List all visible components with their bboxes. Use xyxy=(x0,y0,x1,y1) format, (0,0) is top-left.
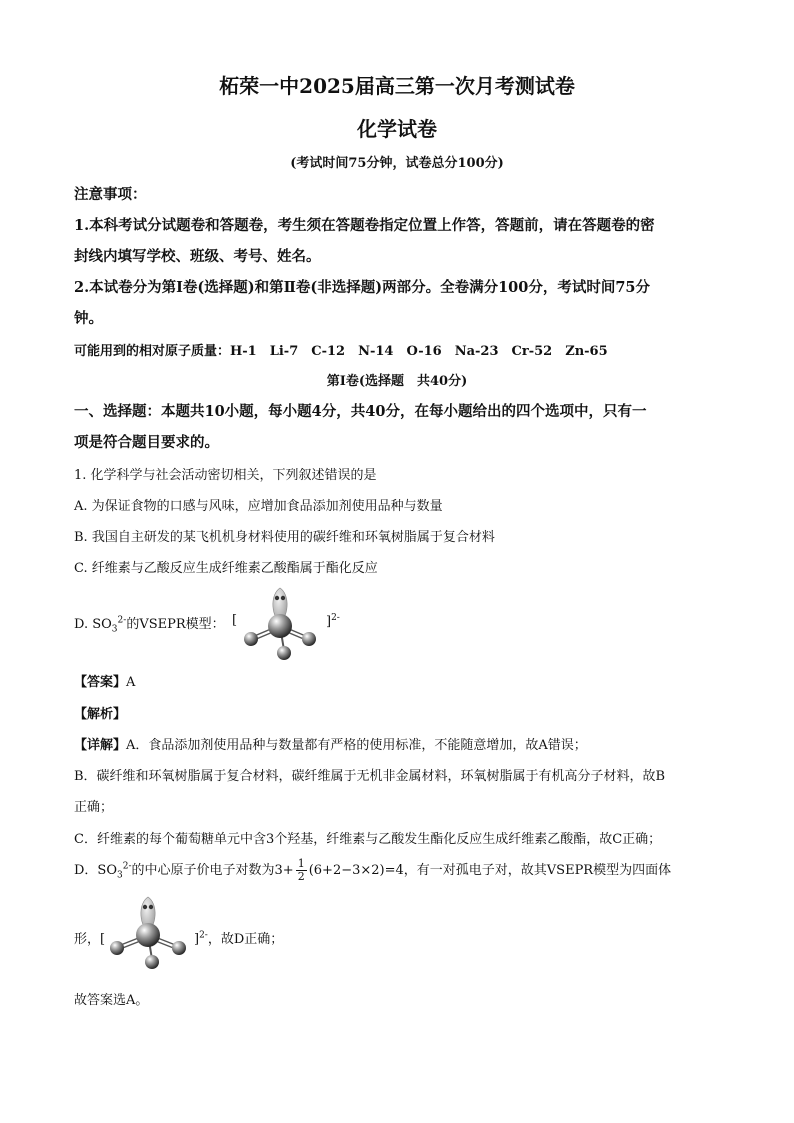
answer-label: 【答案】 xyxy=(74,675,127,690)
fraction-numerator: 1 xyxy=(297,857,305,870)
oxygen-atom xyxy=(277,646,291,660)
question-1-option-b: B. 我国自主研发的某飞机机身材料使用的碳纤维和环氧树脂属于复合材料 xyxy=(74,530,495,545)
option-d-text: 的VSEPR模型： xyxy=(126,617,225,632)
detail-a xyxy=(74,734,587,753)
detail-d-line-2-text: ，故D正确； xyxy=(207,932,284,947)
question-1-stem: 1. 化学科学与社会活动密切相关，下列叙述错误的是 xyxy=(74,468,377,483)
formula-fraction xyxy=(296,858,307,883)
oxygen-atom xyxy=(145,955,159,969)
bracket-close: ] xyxy=(194,932,200,947)
oxygen-atom xyxy=(172,941,186,955)
oxygen-atom xyxy=(244,632,258,646)
central-atom xyxy=(268,614,292,638)
detail-d-prefix: D．SO xyxy=(74,863,117,878)
detail-a-text: A．食品添加剂使用品种与数量都有严格的使用标准，不能随意增加，故A错误； xyxy=(126,738,587,753)
part1-heading: 第Ⅰ卷(选择题 共40分) xyxy=(326,374,468,389)
valence-pair-formula xyxy=(275,858,404,883)
notes-item-2-line-2: 钟。 xyxy=(74,310,103,327)
detail-d-mid: 的中心原子价电子对数为 xyxy=(131,863,275,878)
sulfite-vsepr-model-image xyxy=(240,584,324,664)
option-d-bracket-open: [ xyxy=(232,613,238,628)
oxygen-atom xyxy=(302,632,316,646)
exam-meta: (考试时间75分钟，试卷总分100分) xyxy=(290,156,504,171)
question-1-option-d xyxy=(74,613,225,635)
notes-heading: 注意事项： xyxy=(74,186,147,203)
part1-instructions-line-1: 一、选择题：本题共10小题，每小题4分，共40分，在每小题给出的四个选项中，只有一 xyxy=(74,403,647,420)
bracket-charge: 2- xyxy=(199,930,208,941)
lone-pair-electron xyxy=(143,905,147,909)
detail-d-line-2-prefix: 形，[ xyxy=(74,932,106,947)
answer-conclusion: 故答案选A。 xyxy=(74,993,149,1008)
oxygen-atom xyxy=(110,941,124,955)
option-d-bracket-close xyxy=(326,613,340,629)
sulfite-vsepr-model-image-2 xyxy=(104,893,192,973)
notes-item-2-line-1: 2.本试卷分为第Ⅰ卷(选择题)和第Ⅱ卷(非选择题)两部分。全卷满分100分，考试时间75分 xyxy=(74,279,651,296)
detail-d-rest: ，有一对孤电子对，故其VSEPR模型为四面体 xyxy=(403,863,672,878)
detail-b-line-1: B．碳纤维和环氧树脂属于复合材料，碳纤维属于无机非金属材料，环氧树脂属于有机高分子材料，故B xyxy=(74,769,666,784)
notes-item-1-line-1: 1.本科考试分试题卷和答题卷，考生须在答题卷指定位置上作答，答题前，请在答题卷的密 xyxy=(74,217,655,234)
bracket-close: ] xyxy=(326,614,332,630)
exam-title: 柘荣一中2025届高三第一次月考测试卷 xyxy=(219,74,575,98)
option-d-prefix: D. SO xyxy=(74,617,112,632)
detail-d-superscript: 2- xyxy=(122,861,132,872)
subject-title: 化学试卷 xyxy=(357,117,437,141)
lone-pair-electron xyxy=(149,905,153,909)
formula-lead: 3+ xyxy=(274,863,294,878)
question-1-option-c: C. 纤维素与乙酸反应生成纤维素乙酸酯属于酯化反应 xyxy=(74,561,378,576)
formula-tail: (6+2−3×2)=4 xyxy=(308,863,404,878)
detail-c: C．纤维素的每个葡萄糖单元中含3个羟基，纤维素与乙酸发生酯化反应生成纤维素乙酸酯，故C正确； xyxy=(74,832,662,847)
analysis-label: 【解析】 xyxy=(74,707,127,722)
bracket-charge: 2- xyxy=(331,613,340,623)
option-d-superscript: 2- xyxy=(117,615,127,626)
question-1-option-a: A. 为保证食物的口感与风味，应增加食品添加剂使用品种与数量 xyxy=(74,499,443,514)
detail-d-line-1 xyxy=(74,858,671,883)
atomic-masses: 可能用到的相对原子质量：H-1 Li-7 C-12 N-14 O-16 Na-23 Cr-52 Zn-65 xyxy=(74,344,608,359)
detail-d-line-2-suffix xyxy=(194,928,283,947)
notes-item-1-line-2: 封线内填写学校、班级、考号、姓名。 xyxy=(74,248,321,265)
lone-pair-electron xyxy=(275,596,279,600)
answer-value: A xyxy=(126,675,136,690)
answer-line xyxy=(74,671,135,690)
fraction-denominator: 2 xyxy=(297,870,305,883)
lone-pair-electron xyxy=(281,596,285,600)
detail-d-subscript: 3 xyxy=(117,870,123,881)
part1-instructions-line-2: 项是符合题目要求的。 xyxy=(74,434,219,451)
detail-b-line-2: 正确； xyxy=(74,800,114,815)
detail-label: 【详解】 xyxy=(74,738,127,753)
option-d-subscript: 3 xyxy=(111,624,118,635)
central-atom xyxy=(136,923,160,947)
